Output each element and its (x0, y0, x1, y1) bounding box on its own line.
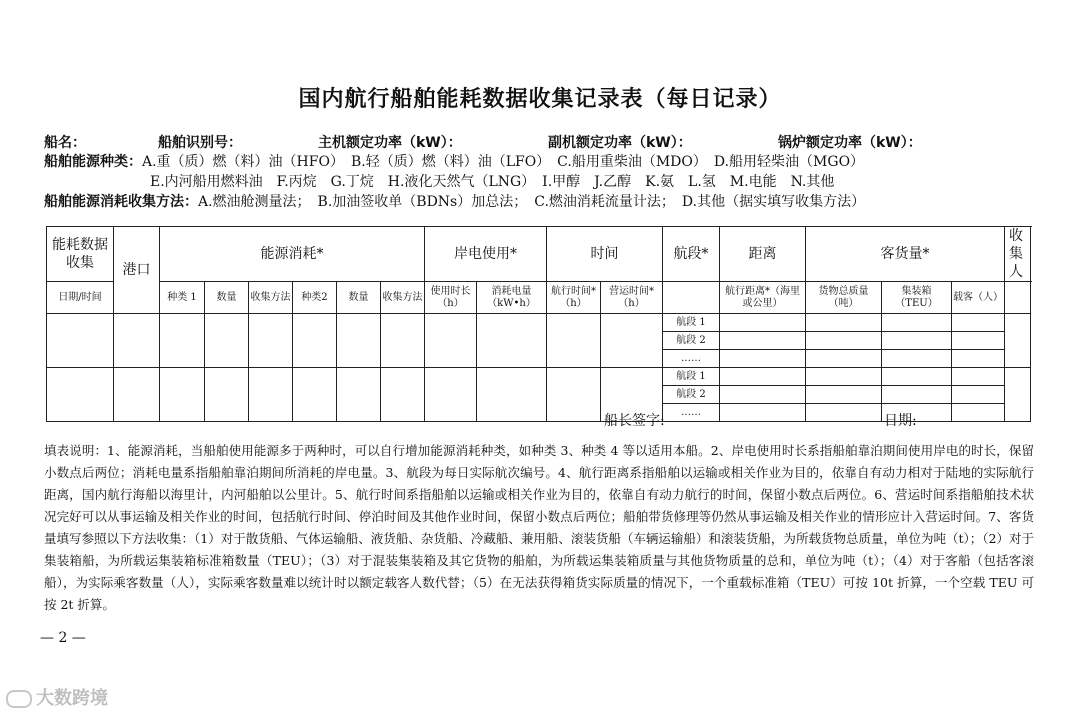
cell-cargo-mass[interactable] (806, 314, 882, 332)
subheader-method1: 收集方法 (249, 282, 293, 314)
cell-pax[interactable] (952, 314, 1005, 332)
subheader-collector-blank (1005, 282, 1031, 314)
subheader-cargo-mass: 货物总质量（吨） (806, 282, 882, 314)
cell-leg-label: …… (663, 350, 720, 368)
ship-name-label: 船名： (44, 135, 86, 151)
cell-method2[interactable] (381, 368, 425, 422)
watermark-logo-icon (6, 690, 32, 708)
captain-signature-label: 船长签字: (604, 413, 665, 429)
watermark (6, 684, 108, 710)
cell-qty2[interactable] (337, 368, 381, 422)
cell-pax[interactable] (952, 404, 1005, 422)
cell-shore-time[interactable] (425, 368, 477, 422)
cell-teu[interactable] (882, 386, 952, 404)
watermark-text: 大数跨境 (36, 688, 108, 709)
subheader-type2: 种类2 (293, 282, 337, 314)
header-time: 时间 (547, 227, 663, 282)
header-distance: 距离 (720, 227, 806, 282)
subheader-pax: 载客（人） (952, 282, 1005, 314)
subheader-sail-time: 航行时间*（h） (547, 282, 601, 314)
cell-cargo-mass[interactable] (806, 368, 882, 386)
cell-pax[interactable] (952, 368, 1005, 386)
cell-method1[interactable] (249, 314, 293, 368)
cell-qty1[interactable] (205, 368, 249, 422)
subheader-oper-time: 营运时间*（h） (601, 282, 663, 314)
cell-distance[interactable] (720, 368, 806, 386)
cell-distance[interactable] (720, 386, 806, 404)
energy-record-table (46, 226, 1031, 422)
cell-type2[interactable] (293, 314, 337, 368)
cell-distance[interactable] (720, 314, 806, 332)
cell-leg-label: 航段 1 (663, 314, 720, 332)
cell-pax[interactable] (952, 332, 1005, 350)
subheader-teu: 集装箱（TEU） (882, 282, 952, 314)
filling-instructions: 填表说明：1、能源消耗，当船舶使用能源多于两种时，可以自行增加能源消耗种类，如种类 3、种类 4 等以适用本船。2、岸电使用时长系指船舶靠泊期间使用岸电的时长，保留小数点后两位；消耗电量系指船舶靠泊期间所消耗的岸电量。3、航段为每日实际航次编号。4、航行距离系指船舶以运输或相关作业为目的，依靠自有动力相对于陆地的实际航行距离，国内航行海船以海里计，内河船舶以公里计。5、航行时间系指船舶以运输或相关作业为目的，依靠自有动力航行的时间，保留小数点后两位。6、营运时间系指船舶技术状况完好可以从事运输及相关作业的时间，包括航行时间、停泊时间及其他作业时间，保留小数点后两位；船舶带货修理等仍然从事运输及相关作业的情形应计入营运时间。7、客货量填写参照以下方法收集：（1）对于散货船、气体运输船、液货船、杂货船、冷藏船、兼用船、滚装货船（车辆运输船）和滚装货船，为所载货物总质量，单位为吨（t）；（2）对于集装箱船，为所载运集装箱标准箱数量（TEU）；（3）对于混装集装箱及其它货物的船舶，为所载运集装箱质量与其他货物质量的总和，单位为吨（t）；（4）对于客船（包括客滚船），为实际乘客数量（人），实际乘客数量难以统计时以额定载客人数代替；（5）在无法获得箱货实际质量的情况下，一个重载标准箱（TEU）可按 10t 折算，一个空载 TEU 可按 2t 折算。 (44, 443, 1034, 612)
subheader-shore-time: 使用时长（h） (425, 282, 477, 314)
energy-type-options: A.重（质）燃（料）油（HFO） B.轻（质）燃（料）油（LFO） C.船用重柴油（MDO） D.船用轻柴油（MGO） (142, 154, 865, 170)
energy-type-label: 船舶能源种类： (44, 154, 142, 170)
page-title: 国内航行船舶能耗数据收集记录表（每日记录） (298, 87, 782, 112)
ship-id-label: 船舶识别号： (158, 135, 242, 151)
header-collector: 收集人 (1005, 227, 1031, 282)
cell-cargo-mass[interactable] (806, 404, 882, 422)
cell-leg-label: 航段 1 (663, 368, 720, 386)
cell-oper-time[interactable] (601, 314, 663, 368)
aux-engine-label: 副机额定功率（kW）： (548, 135, 692, 151)
boiler-label: 锅炉额定功率（kW）： (778, 135, 922, 151)
main-engine-label: 主机额定功率（kW）： (318, 135, 462, 151)
subheader-method2: 收集方法 (381, 282, 425, 314)
method-options: A.燃油舱测量法； B.加油签收单（BDNs）加总法； C.燃油消耗流量计法； D.其他（据实填写收集方法） (198, 194, 866, 210)
cell-sail-time[interactable] (547, 368, 601, 422)
cell-sail-time[interactable] (547, 314, 601, 368)
cell-distance[interactable] (720, 350, 806, 368)
method-label: 船舶能源消耗收集方法： (44, 194, 198, 210)
subheader-leg-blank (663, 282, 720, 314)
cell-type2[interactable] (293, 368, 337, 422)
cell-leg-label: 航段 2 (663, 386, 720, 404)
cell-type1[interactable] (160, 368, 205, 422)
subheader-qty2: 数量 (337, 282, 381, 314)
cell-leg-label: 航段 2 (663, 332, 720, 350)
cell-method2[interactable] (381, 314, 425, 368)
cell-collector[interactable] (1005, 368, 1031, 422)
subheader-sail-dist: 航行距离*（海里或公里） (720, 282, 806, 314)
header-data-collection: 能耗数据收集 (47, 227, 114, 282)
cell-cargo-mass[interactable] (806, 350, 882, 368)
cell-cargo-mass[interactable] (806, 332, 882, 350)
cell-leg-label: …… (663, 404, 720, 422)
cell-qty1[interactable] (205, 314, 249, 368)
cell-method1[interactable] (249, 368, 293, 422)
cell-shore-power[interactable] (477, 368, 547, 422)
cell-distance[interactable] (720, 332, 806, 350)
cell-teu[interactable] (882, 350, 952, 368)
cell-port[interactable] (114, 314, 160, 368)
cell-pax[interactable] (952, 350, 1005, 368)
cell-qty2[interactable] (337, 314, 381, 368)
cell-datetime[interactable] (47, 368, 114, 422)
cell-port[interactable] (114, 368, 160, 422)
cell-distance[interactable] (720, 404, 806, 422)
cell-type1[interactable] (160, 314, 205, 368)
cell-collector[interactable] (1005, 314, 1031, 368)
subheader-qty1: 数量 (205, 282, 249, 314)
date-label: 日期: (884, 413, 917, 429)
collection-method-row (44, 191, 865, 211)
cell-teu[interactable] (882, 332, 952, 350)
energy-type-options-2: E.内河船用燃料油 F.丙烷 G.丁烷 H.液化天然气（LNG） I.甲醇 J.乙醇 K.氨 L.氢 M.电能 N.其他 (150, 174, 835, 190)
subheader-type1: 种类 1 (160, 282, 205, 314)
cell-shore-power[interactable] (477, 314, 547, 368)
cell-shore-time[interactable] (425, 314, 477, 368)
header-cargo: 客货量* (806, 227, 1005, 282)
header-port: 港口 (114, 227, 160, 314)
page-number: — 2 — (40, 630, 86, 646)
energy-type-row (44, 151, 864, 171)
header-leg: 航段* (663, 227, 720, 282)
subheader-shore-power: 消耗电量（kW•h） (477, 282, 547, 314)
header-energy: 能源消耗* (160, 227, 425, 282)
header-shore-power: 岸电使用* (425, 227, 547, 282)
cell-pax[interactable] (952, 386, 1005, 404)
cell-datetime[interactable] (47, 314, 114, 368)
cell-teu[interactable] (882, 368, 952, 386)
cell-teu[interactable] (882, 314, 952, 332)
subheader-datetime: 日期/时间 (47, 282, 114, 314)
cell-cargo-mass[interactable] (806, 386, 882, 404)
